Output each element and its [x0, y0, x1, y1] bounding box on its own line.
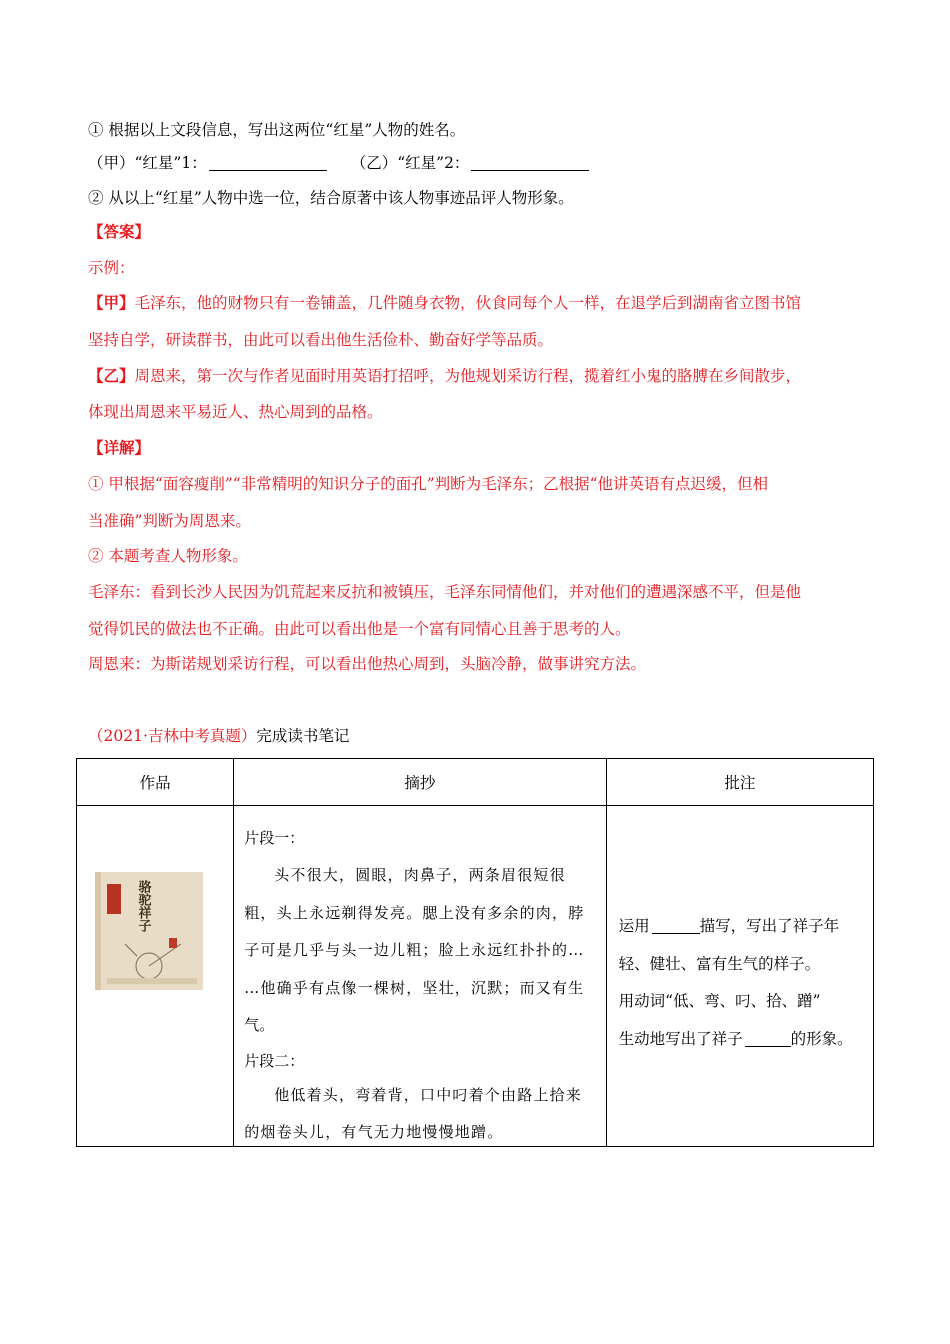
book-cover-image — [85, 866, 213, 996]
description-type-blank[interactable] — [652, 917, 700, 934]
table-header-row — [77, 759, 874, 806]
detail-heading: 【详解】 — [88, 438, 151, 457]
detail-line5: 觉得饥民的做法也不正确。由此可以看出他是一个富有同情心且善于思考的人。 — [88, 620, 631, 638]
answer-blanks-line — [88, 152, 589, 174]
work-cell — [77, 806, 234, 1147]
header-excerpt: 摘抄 — [234, 759, 606, 806]
table-row — [77, 806, 874, 1147]
answer-yi-line1: 【乙】周恩来，第一次与作者见面时用英语打招呼，为他规划采访行程，揽着红小鬼的胳膊在乡间散步， — [88, 366, 802, 385]
jia-tag: 【甲】 — [88, 293, 135, 312]
answer-heading: 【答案】 — [88, 222, 151, 241]
answer-jia-line2: 坚持自学，研读群书，由此可以看出他生活俭朴、勤奋好学等品质。 — [88, 331, 554, 349]
jia-blank[interactable] — [209, 154, 327, 171]
source-label: （2021·吉林中考真题） — [88, 727, 257, 745]
book-title-text: 骆驼祥子 — [135, 880, 151, 932]
detail-line6: 周恩来：为斯诺规划采访行程，可以看出他热心周到，头脑冷静，做事讲究方法。 — [88, 655, 647, 673]
detail-line2: 当准确”判断为周恩来。 — [88, 512, 251, 530]
example-label: 示例： — [88, 259, 135, 277]
header-comment: 批注 — [606, 759, 873, 806]
detail-line4: 毛泽东：看到长沙人民因为饥荒起来反抗和被镇压，毛泽东同情他们，并对他们的遭遇深感不平，但是他 — [88, 583, 802, 601]
reading-notes-table — [76, 758, 874, 1147]
yi-blank[interactable] — [471, 154, 589, 171]
section2-title: 完成读书笔记 — [256, 727, 350, 745]
comment-text: 运用 描写，写出了祥子年 轻、健壮、富有生气的样子。 用动词“低、弯、叼、拾、蹭” 生动地写出了祥子 的形象。 — [618, 917, 853, 1048]
question-1: ① 根据以上文段信息，写出这两位“红星”人物的姓名。 — [88, 121, 466, 139]
question-2: ② 从以上“红星”人物中选一位，结合原著中该人物事迹品评人物形象。 — [88, 189, 574, 207]
image-blank[interactable] — [745, 1030, 791, 1047]
comment-cell — [606, 806, 873, 1147]
detail-line3: ② 本题考查人物形象。 — [88, 547, 248, 565]
fragment1-label: 片段一： — [244, 829, 305, 847]
detail-line1: ① 甲根据“面容瘦削”“非常精明的知识分子的面孔”判断为毛泽东；乙根据“他讲英语有点迟缓，但相 — [88, 475, 769, 493]
yi-tag: 【乙】 — [88, 366, 135, 385]
excerpt-text: 片段一： 头不很大，圆眼，肉鼻子，两条眉很短很 粗，头上永远剃得发亮。腮上没有多余的肉，脖 子可是几乎与头一边儿粗；脸上永远红扑扑的… …他确乎有点像一棵树，坚壮，沉默；而又有生 气。 片段二： 他低着头，弯着背，口中叼着个由路上拾来 的烟卷头儿，有气无力地慢慢地蹭。 — [244, 820, 599, 1152]
yi-label: （乙）“红星”2： — [350, 154, 470, 172]
answer-yi-line2: 体现出周恩来平易近人、热心周到的品格。 — [88, 403, 383, 421]
answer-jia-line1: 【甲】毛泽东，他的财物只有一卷铺盖，几件随身衣物，伙食同每个人一样，在退学后到湖南省立图书馆 — [88, 293, 802, 312]
section2-title-line — [88, 725, 349, 747]
fragment2-label: 片段二： — [244, 1051, 305, 1070]
header-work: 作品 — [77, 759, 234, 806]
jia-label: （甲）“红星”1： — [88, 154, 207, 172]
excerpt-cell — [234, 806, 606, 1147]
